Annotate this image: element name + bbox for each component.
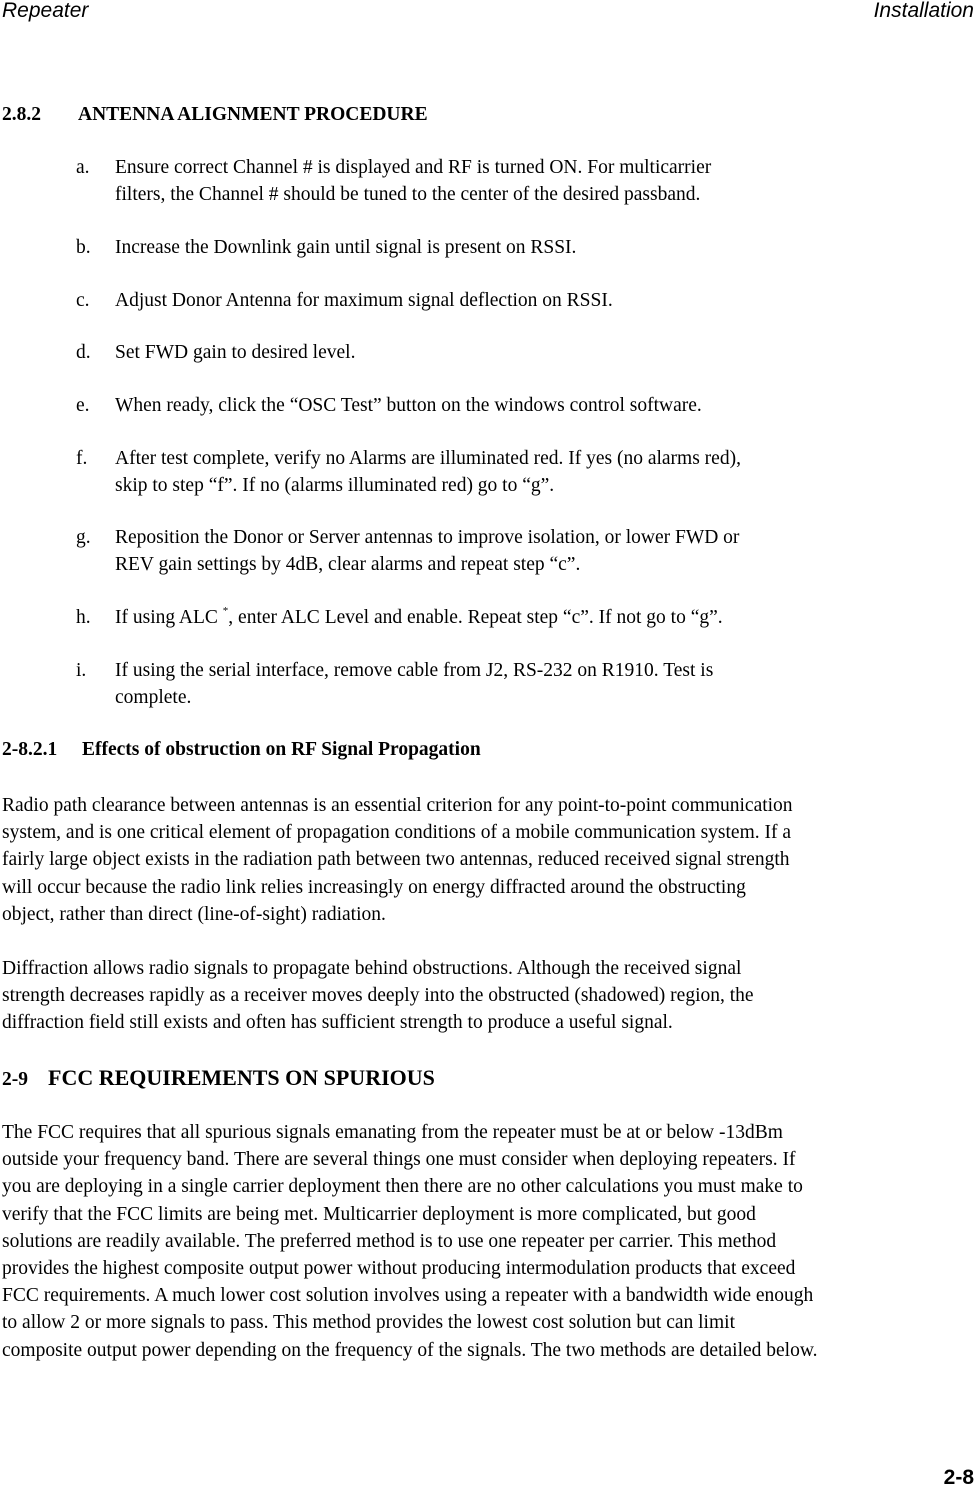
paragraph-line: fairly large object exists in the radiation path between two antennas, reduced received signal strength: [2, 849, 790, 871]
paragraph-line: object, rather than direct (line-of-sight) radiation.: [2, 903, 386, 925]
step-a: [76, 154, 896, 208]
step-line: After test complete, verify no Alarms are illuminated red. If yes (no alarms red),: [115, 448, 741, 469]
step-line: filters, the Channel # should be tuned to the center of the desired passband.: [115, 184, 701, 205]
paragraph-line: strength decreases rapidly as a receiver moves deeply into the obstructed (shadowed) region, the: [2, 985, 754, 1007]
paragraph-obstruction: [2, 792, 793, 928]
step-line: REV gain settings by 4dB, clear alarms and repeat step “c”.: [115, 554, 581, 575]
step-f: [76, 445, 896, 499]
fcc-section-title: FCC REQUIREMENTS ON SPURIOUS: [48, 1065, 435, 1090]
paragraph-line: will occur because the radio link relies increasingly on energy diffracted around the obstructing: [2, 876, 746, 898]
step-h: [76, 604, 896, 631]
paragraph-line: Radio path clearance between antennas is an essential criterion for any point-to-point communication: [2, 795, 793, 816]
step-letter: c.: [76, 290, 90, 311]
section-heading: [2, 103, 428, 127]
step-c: [76, 287, 896, 314]
paragraph-line: solutions are readily available. The preferred method is to use one repeater per carrier. This method: [2, 1230, 777, 1252]
step-letter: g.: [76, 527, 91, 548]
step-line: When ready, click the “OSC Test” button on the windows control software.: [115, 395, 702, 416]
paragraph-line: FCC requirements. A much lower cost solution involves using a repeater with a bandwidth wide enough: [2, 1285, 814, 1307]
step-line: complete.: [115, 687, 192, 708]
section-number: 2.8.2: [2, 104, 41, 125]
step-b: [76, 234, 896, 261]
step-text-before: If using ALC: [115, 607, 223, 628]
paragraph-fcc: [2, 1119, 818, 1364]
paragraph-line: The FCC requires that all spurious signals emanating from the repeater must be at or below -13dBm: [2, 1122, 783, 1143]
paragraph-line: provides the highest composite output power without producing intermodulation products that exceed: [2, 1258, 796, 1280]
step-letter: d.: [76, 342, 91, 363]
step-line: [115, 604, 896, 631]
step-letter: a.: [76, 157, 90, 178]
fcc-heading: [2, 1065, 435, 1093]
subsection-heading: [2, 738, 481, 762]
step-letter: f.: [76, 448, 88, 469]
step-line: Increase the Downlink gain until signal is present on RSSI.: [115, 237, 577, 258]
step-e: [76, 392, 896, 419]
step-letter: h.: [76, 607, 91, 628]
page-number: 2-8: [943, 1466, 974, 1489]
running-header-left: Repeater: [2, 0, 89, 22]
paragraph-diffraction: [2, 955, 754, 1037]
paragraph-line: verify that the FCC limits are being met. Multicarrier deployment is more complicated, but good: [2, 1203, 756, 1225]
paragraph-line: to allow 2 or more signals to pass. This method provides the lowest cost solution but can limit: [2, 1312, 735, 1334]
step-line: Adjust Donor Antenna for maximum signal deflection on RSSI.: [115, 290, 613, 311]
subsection-title: Effects of obstruction on RF Signal Propagation: [82, 739, 481, 760]
step-letter: i.: [76, 660, 87, 681]
step-letter: b.: [76, 237, 91, 258]
step-line: Set FWD gain to desired level.: [115, 342, 356, 363]
step-text-after: , enter ALC Level and enable. Repeat step “c”. If not go to “g”.: [228, 607, 723, 628]
subsection-number: 2-8.2.1: [2, 739, 58, 760]
step-d: [76, 339, 896, 366]
step-letter: e.: [76, 395, 90, 416]
paragraph-line: you are deploying in a single carrier deployment then there are no other calculations you must make to: [2, 1176, 803, 1198]
step-line: Reposition the Donor or Server antennas to improve isolation, or lower FWD or: [115, 527, 740, 548]
section-title: ANTENNA ALIGNMENT PROCEDURE: [78, 104, 428, 125]
step-line: skip to step “f”. If no (alarms illuminated red) go to “g”.: [115, 475, 555, 496]
running-header-right: Installation: [873, 0, 974, 22]
paragraph-line: outside your frequency band. There are several things one must consider when deploying repeaters. If: [2, 1149, 796, 1171]
paragraph-line: system, and is one critical element of propagation conditions of a mobile communication system. If a: [2, 822, 792, 844]
paragraph-line: diffraction field still exists and often has sufficient strength to produce a useful signal.: [2, 1012, 673, 1034]
step-g: [76, 524, 896, 578]
fcc-section-number: 2-9: [2, 1069, 28, 1090]
paragraph-line: Diffraction allows radio signals to propagate behind obstructions. Although the received signal: [2, 958, 742, 979]
footnote-marker: *: [222, 605, 229, 617]
step-i: [76, 657, 896, 711]
step-line: If using the serial interface, remove cable from J2, RS-232 on R1910. Test is: [115, 660, 714, 681]
paragraph-line: composite output power depending on the frequency of the signals. The two methods are detailed below.: [2, 1339, 818, 1361]
step-line: Ensure correct Channel # is displayed and RF is turned ON. For multicarrier: [115, 157, 712, 178]
